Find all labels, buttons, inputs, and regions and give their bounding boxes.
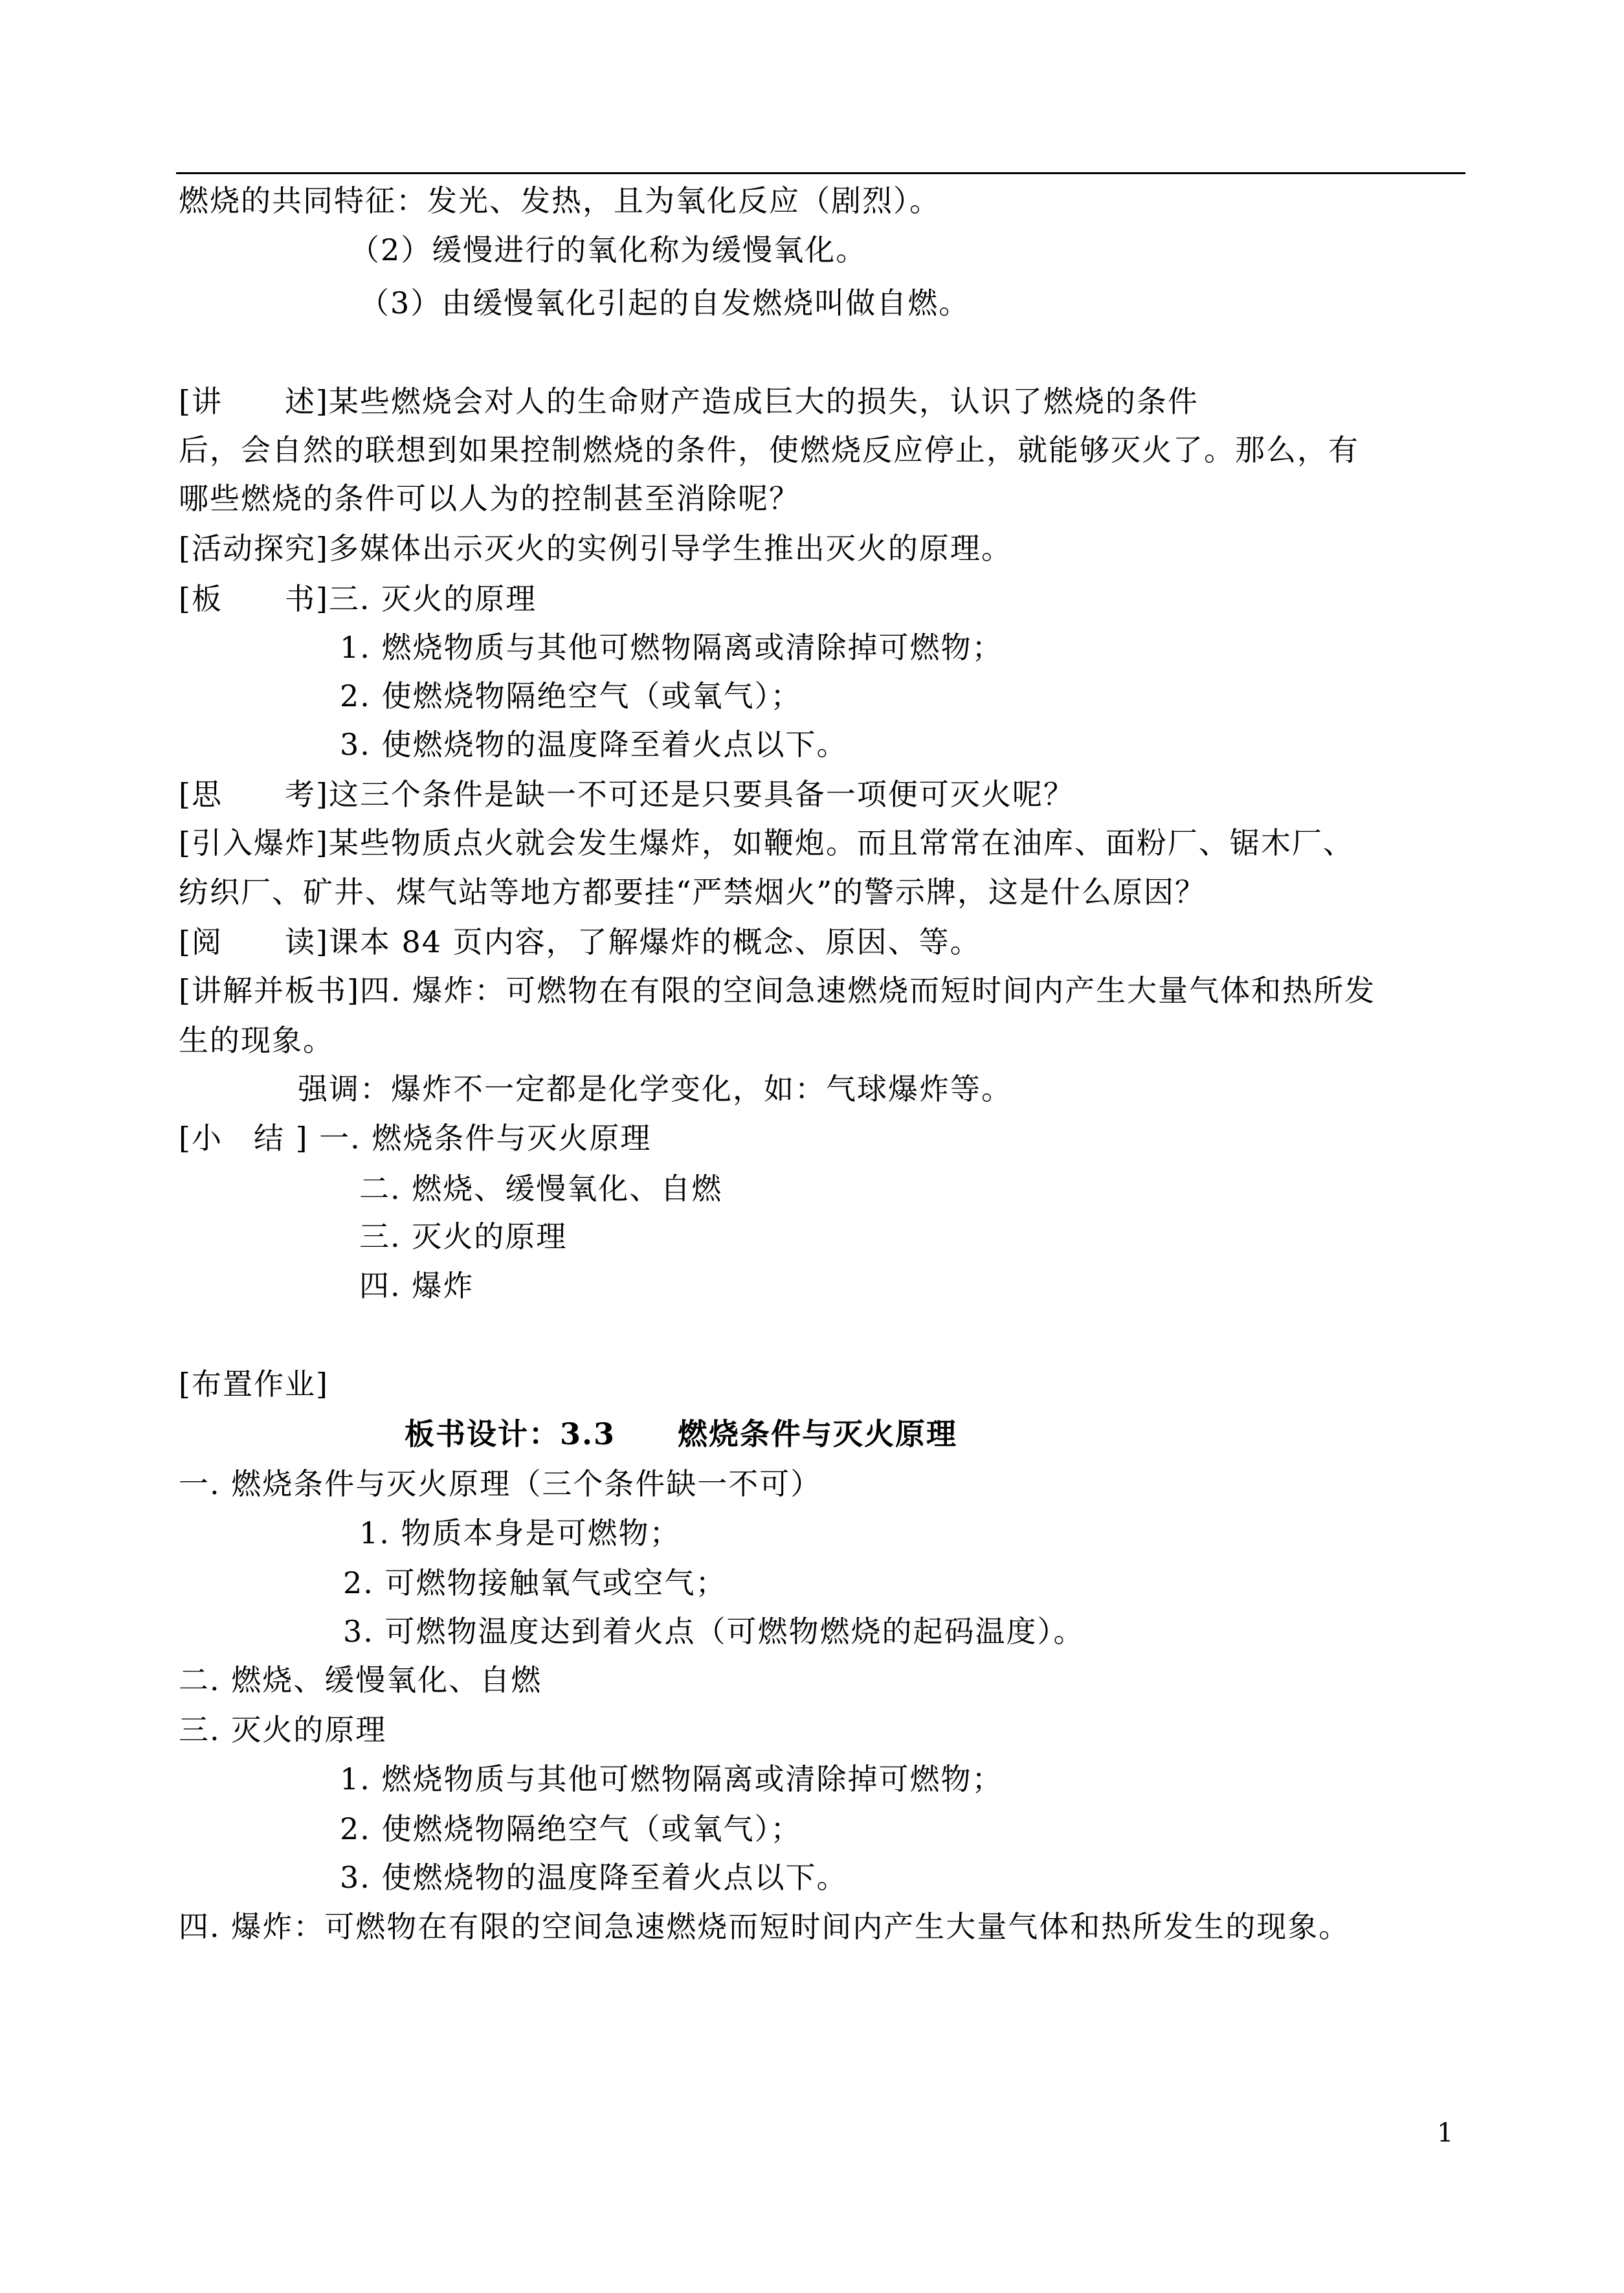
- text-line: [小 结 ] 一. 燃烧条件与灭火原理: [179, 1121, 652, 1156]
- text-line: [思 考]这三个条件是缺一不可还是只要具备一项便可灭火呢？: [179, 777, 1074, 812]
- text-line: [讲 述]某些燃烧会对人的生命财产造成巨大的损失，认识了燃烧的条件: [179, 384, 1199, 419]
- text-line: 燃烧的共同特征：发光、发热，且为氧化反应（剧烈）。: [179, 183, 940, 218]
- text-line: 哪些燃烧的条件可以人为的控制甚至消除呢？: [179, 481, 800, 516]
- text-line: 2. 可燃物接触氧气或空气；: [343, 1565, 727, 1600]
- text-line: 3. 可燃物温度达到着火点（可燃物燃烧的起码温度）。: [343, 1614, 1085, 1649]
- text-line: 生的现象。: [179, 1023, 334, 1058]
- text-line: （2）缓慢进行的氧化称为缓慢氧化。: [350, 232, 867, 267]
- text-line: 2. 使燃烧物隔绝空气（或氧气）；: [340, 678, 802, 713]
- text-line: 四. 爆炸: [359, 1268, 474, 1303]
- text-line: [布置作业]: [179, 1367, 329, 1402]
- text-line: 1. 燃烧物质与其他可燃物隔离或清除掉可燃物；: [340, 630, 1003, 665]
- text-line: [讲解并板书]四. 爆炸：可燃物在有限的空间急速燃烧而短时间内产生大量气体和热所发: [179, 973, 1376, 1008]
- text-line: 2. 使燃烧物隔绝空气（或氧气）；: [340, 1811, 802, 1846]
- text-line: 三. 灭火的原理: [179, 1712, 387, 1747]
- text-line: 3. 使燃烧物的温度降至着火点以下。: [340, 1860, 848, 1895]
- text-line: 二. 燃烧、缓慢氧化、自燃: [359, 1171, 723, 1206]
- header-rule: [176, 172, 1465, 174]
- text-line: [引入爆炸]某些物质点火就会发生爆炸，如鞭炮。而且常常在油库、面粉厂、锯木厂、: [179, 825, 1354, 860]
- text-line: 1. 物质本身是可燃物；: [359, 1516, 681, 1550]
- text-line: 强调：爆炸不一定都是化学变化，如：气球爆炸等。: [298, 1071, 1012, 1106]
- text-line: [板 书]三. 灭火的原理: [179, 581, 537, 616]
- text-line: （3）由缓慢氧化引起的自发燃烧叫做自燃。: [359, 285, 970, 320]
- text-line: 1. 燃烧物质与其他可燃物隔离或清除掉可燃物；: [340, 1762, 1003, 1796]
- board-design-title: 板书设计：3.3 燃烧条件与灭火原理: [405, 1416, 958, 1451]
- text-line: 四. 爆炸：可燃物在有限的空间急速燃烧而短时间内产生大量气体和热所发生的现象。: [179, 1909, 1350, 1944]
- text-line: 3. 使燃烧物的温度降至着火点以下。: [340, 727, 848, 762]
- text-line: 纺织厂、矿井、煤气站等地方都要挂“严禁烟火”的警示牌，这是什么原因？: [179, 875, 1207, 910]
- text-line: [活动探究]多媒体出示灭火的实例引导学生推出灭火的原理。: [179, 531, 1012, 566]
- text-line: 后，会自然的联想到如果控制燃烧的条件，使燃烧反应停止，就能够灭火了。那么，有: [179, 432, 1359, 467]
- text-line: 三. 灭火的原理: [359, 1219, 568, 1254]
- text-line: 一. 燃烧条件与灭火原理（三个条件缺一不可）: [179, 1466, 822, 1501]
- page-number: 1: [1437, 2118, 1454, 2148]
- text-line: 二. 燃烧、缓慢氧化、自燃: [179, 1662, 542, 1697]
- text-line: [阅 读]课本 84 页内容，了解爆炸的概念、原因、等。: [179, 924, 981, 959]
